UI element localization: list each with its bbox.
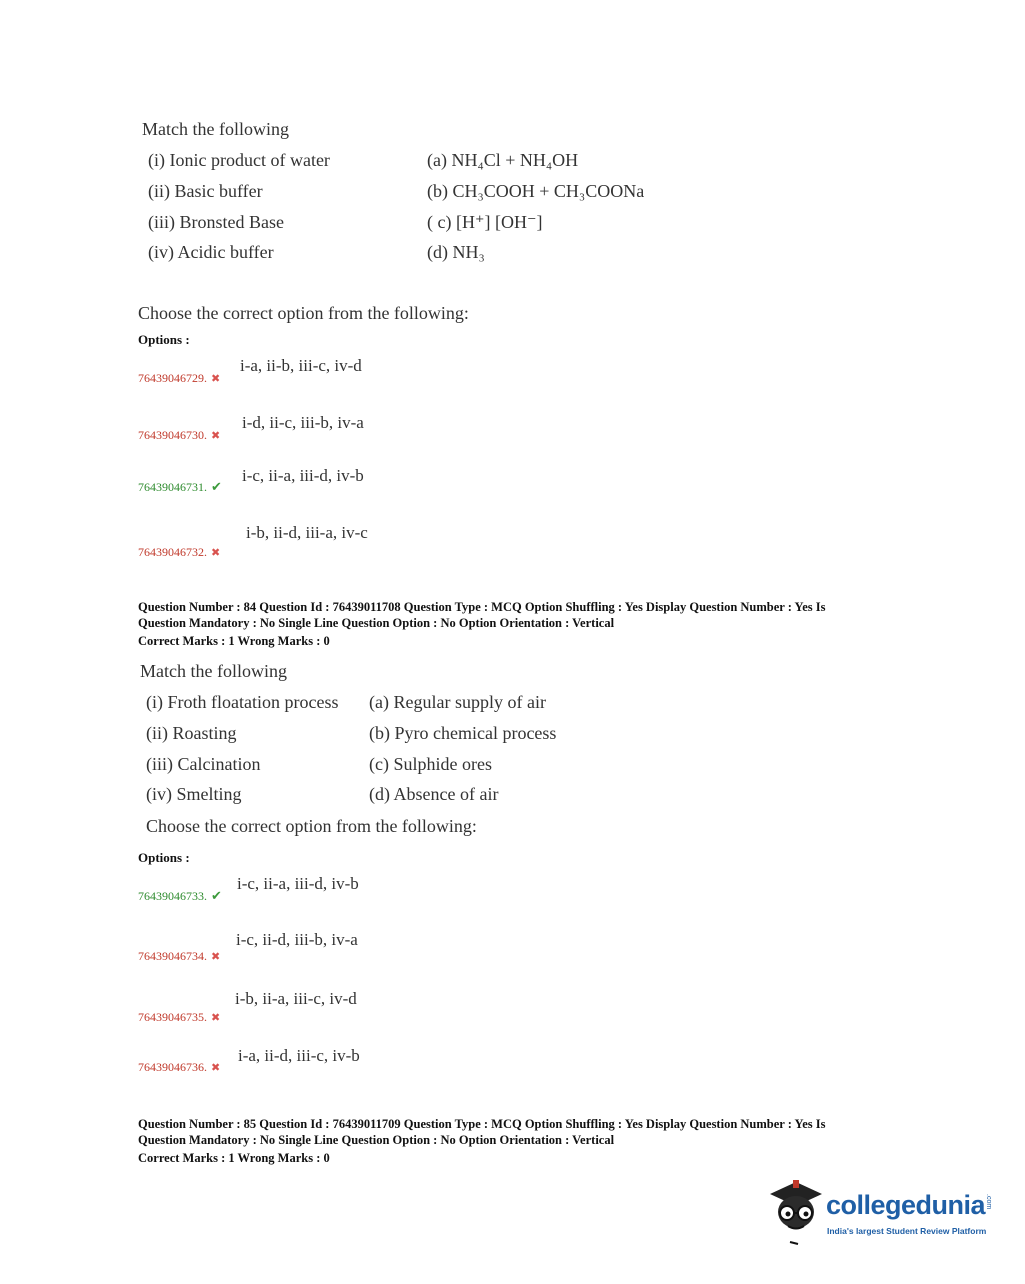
q83-option-2-text: i-d, ii-c, iii-b, iv-a — [242, 413, 364, 432]
q84-option-3 — [138, 1008, 220, 1026]
option-id: 76439046733. — [138, 889, 207, 903]
option-id: 76439046729. — [138, 371, 207, 385]
cross-icon: ✖ — [211, 547, 221, 559]
q83-option-2 — [138, 426, 220, 444]
q83-left-3: (iii) Bronsted Base — [148, 212, 284, 232]
q84-choose-prompt: Choose the correct option from the following: — [146, 816, 477, 836]
q83-choose-prompt: Choose the correct option from the following: — [138, 303, 469, 323]
q84-option-4-text: i-a, ii-d, iii-c, iv-b — [238, 1046, 360, 1065]
option-id: 76439046736. — [138, 1060, 207, 1074]
student-mascot-icon — [766, 1176, 826, 1246]
q83-left-2: (ii) Basic buffer — [148, 181, 263, 201]
cross-icon: ✖ — [211, 1062, 221, 1074]
q83-right-4: (d) NH₃ — [427, 242, 485, 262]
q84-option-2 — [138, 947, 220, 965]
option-id: 76439046734. — [138, 949, 207, 963]
q83-left-4: (iv) Acidic buffer — [148, 242, 274, 262]
q84-right-3: (c) Sulphide ores — [369, 754, 492, 774]
q83-right-3: ( c) [H⁺] [OH⁻] — [427, 212, 543, 232]
q84-right-2: (b) Pyro chemical process — [369, 723, 557, 743]
q83-right-2: (b) CH₃COOH + CH₃COONa — [427, 181, 645, 201]
q84-meta-line-2: Question Mandatory : No Single Line Question Option : No Option Orientation : Vertical — [138, 616, 615, 630]
q84-right-4: (d) Absence of air — [369, 784, 499, 804]
q85-meta-line-1: Question Number : 85 Question Id : 76439011709 Question Type : MCQ Option Shuffling : Yes Display Question Number : Yes Is — [138, 1117, 826, 1131]
option-id: 76439046731. — [138, 480, 207, 494]
option-id: 76439046730. — [138, 428, 207, 442]
q84-heading: Match the following — [140, 661, 287, 681]
q84-option-1 — [138, 887, 222, 905]
option-id: 76439046732. — [138, 545, 207, 559]
cross-icon: ✖ — [211, 1012, 221, 1024]
q84-meta-marks: Correct Marks : 1 Wrong Marks : 0 — [138, 634, 330, 648]
q84-meta-line-1: Question Number : 84 Question Id : 76439011708 Question Type : MCQ Option Shuffling : Yes Display Question Number : Yes Is — [138, 600, 826, 614]
q83-option-3 — [138, 478, 222, 496]
q83-options-label: Options : — [138, 332, 190, 347]
q83-left-1: (i) Ionic product of water — [148, 150, 330, 170]
q84-left-3: (iii) Calcination — [146, 754, 261, 774]
q84-option-3-text: i-b, ii-a, iii-c, iv-d — [235, 989, 357, 1008]
logo-wordmark: collegedunia — [826, 1190, 986, 1220]
collegedunia-logo — [766, 1176, 996, 1248]
q84-option-2-text: i-c, ii-d, iii-b, iv-a — [236, 930, 358, 949]
q83-right-1: (a) NH₄Cl + NH₄OH — [427, 150, 579, 170]
checkmark-icon: ✔ — [211, 888, 222, 903]
q84-option-1-text: i-c, ii-a, iii-d, iv-b — [237, 874, 359, 893]
q84-left-4: (iv) Smelting — [146, 784, 242, 804]
q83-option-4 — [138, 543, 220, 561]
q83-option-3-text: i-c, ii-a, iii-d, iv-b — [242, 466, 364, 485]
q83-heading: Match the following — [142, 119, 289, 139]
logo-tagline: India's largest Student Review Platform — [827, 1226, 987, 1236]
cross-icon: ✖ — [211, 430, 221, 442]
cross-icon: ✖ — [211, 951, 221, 963]
q84-left-2: (ii) Roasting — [146, 723, 237, 743]
q84-options-label: Options : — [138, 850, 190, 865]
cross-icon: ✖ — [211, 373, 221, 385]
checkmark-icon: ✔ — [211, 479, 222, 494]
option-id: 76439046735. — [138, 1010, 207, 1024]
q83-option-1 — [138, 369, 220, 387]
q85-meta-marks: Correct Marks : 1 Wrong Marks : 0 — [138, 1151, 330, 1165]
q84-left-1: (i) Froth floatation process — [146, 692, 339, 712]
q83-option-1-text: i-a, ii-b, iii-c, iv-d — [240, 356, 362, 375]
q84-meta — [138, 599, 898, 649]
q84-right-1: (a) Regular supply of air — [369, 692, 546, 712]
q85-meta-line-2: Question Mandatory : No Single Line Question Option : No Option Orientation : Vertical — [138, 1133, 615, 1147]
q85-meta — [138, 1116, 898, 1166]
q84-option-4 — [138, 1058, 220, 1076]
q83-option-4-text: i-b, ii-d, iii-a, iv-c — [246, 523, 368, 542]
logo-suffix: .com — [985, 1194, 992, 1210]
